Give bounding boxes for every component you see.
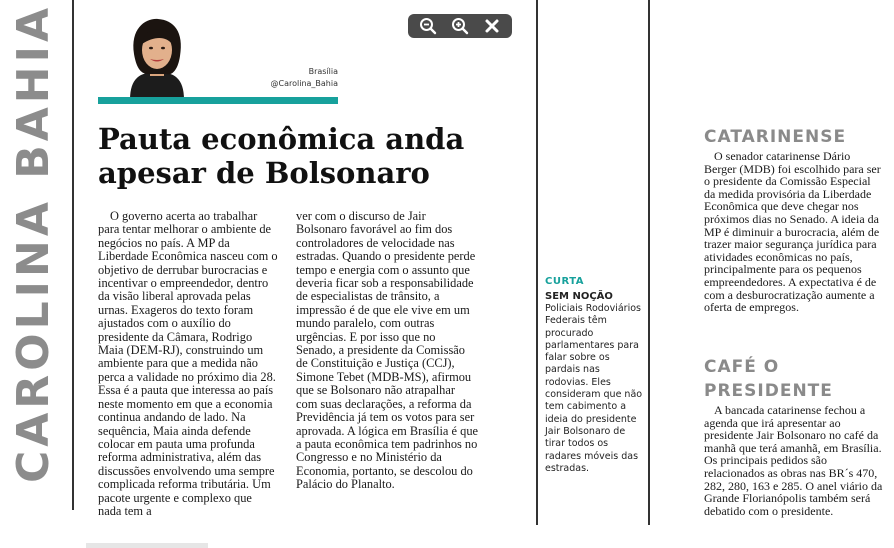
column-author-vertical (8, 3, 60, 483)
article-headline: Pauta econômica anda apesar de Bolsonaro (98, 122, 465, 190)
author-byline (240, 66, 338, 90)
note-text-catarinense: O senador catarinense Dário Berger (MDB) foi escolhido para ser o presidente da Comissão Especial da medida provisória da Liberdade Econômica que deve chegar nos próximos dias no Senado. A ideia da MP é diminuir a burocracia, além de trazer maior segurança jurídica para atividades econômicas no país, principalmente para os pequenos empreendedores. A expectativa é de com a desburocratização aumente a oferta de empregos. (704, 149, 881, 315)
note-text-cafe: A bancada catarinense fechou a agenda que irá apresentar ao presidente Jair Bolsonaro no café da manhã que terá amanhã, em Brasília. Os principais pedidos são relacionados as obras nas BR´s 470, 282, 280, 163 e 285. O anel viário da Grande Florianópolis também será debatido com o presidente. (704, 403, 883, 518)
sidebar-text: Policiais Rodoviários Federais têm procurado parlamentares para falar sobre os pardais nas rodovias. Eles consideram que não tem cabimento a ideia do presidente Jair Bolsonaro de tirar todos os radares móveis das estradas. (545, 303, 643, 474)
note-title-catarinense: CATARINENSE (704, 127, 847, 147)
sidebar-label: CURTA (545, 276, 584, 287)
sidebar-title: SEM NOÇÃO (545, 291, 613, 302)
zoom-in-icon[interactable] (448, 15, 472, 37)
byline-location: Brasília (308, 67, 338, 76)
accent-bar (98, 97, 338, 104)
column-divider-right (648, 0, 650, 525)
sidebar-curta (545, 276, 643, 475)
byline-handle: @Carolina_Bahia (270, 79, 338, 88)
author-name-vertical: CAROLINA BAHIA (8, 3, 60, 483)
article-body-column-2: ver com o discurso de Jair Bolsonaro favorável ao fim dos controladores de velocidade nas estradas. Quando o presidente perde tempo e energia com o assunto que deveria ficar sob a responsabilidade de especialistas de trânsito, a impressão é de que ele vive em um mundo paralelo, com outras urgências. E por isso que no Senado, a presidente da Comissão de Constituição e Justiça (CCJ), Simone Tebet (MDB-MS), afirmou que se Bolsonaro não atrapalhar com suas declarações, a reforma da Previdência já tem os votos para ser aprovada. A lógica em Brasília é que a pauta econômica tem padrinhos no Congresso e no Ministério da Economia, portanto, se descolou do Palácio do Planalto. (296, 209, 479, 492)
close-icon[interactable] (480, 15, 504, 37)
column-divider-middle (536, 0, 538, 525)
column-divider-left (72, 0, 74, 510)
article-body-column-1: O governo acerta ao trabalhar para tentar melhorar o ambiente de negócios no país. A MP da Liberdade Econômica nasceu com o objetivo de derrubar burocracias e incentivar o empreendedor, dentro da visão liberal aprovada pelas urnas. Exageros do texto foram ajustados com o auxílio do presidente da Câmara, Rodrigo Maia (DEM-RJ), construindo um ambiente para que a medida não perca a validade no próximo dia 28. Essa é a pauta que interessa ao país neste momento em que a economia continua andando de lado. Na sequência, Maia ainda defende colocar em pauta uma profunda reforma administrativa, além das discussões envolvendo uma sempre complicada reforma tributária. Um pacote urgente e complexo que nada tem a (98, 209, 278, 518)
viewer-toolbar (408, 14, 512, 38)
page-edge-mark (86, 543, 208, 548)
note-title-cafe: CAFÉ O PRESIDENTE (704, 357, 833, 401)
author-photo (116, 16, 198, 100)
zoom-out-icon[interactable] (416, 15, 440, 37)
